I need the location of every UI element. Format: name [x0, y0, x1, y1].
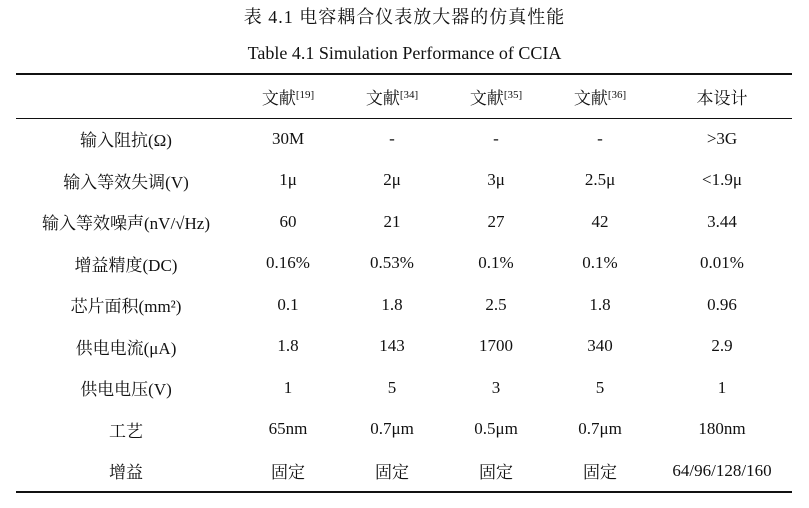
table-cell: 5: [387, 377, 397, 397]
table-cell: 180nm: [698, 419, 746, 439]
row-label: 增益精度(DC): [74, 255, 178, 275]
table-cell: 1.8: [277, 336, 299, 356]
table-row: [16, 243, 792, 285]
header-cell-ref-19: 文献[19]: [261, 89, 315, 108]
table-cell: 0.1%: [478, 253, 514, 273]
table-cell: 64/96/128/160: [672, 460, 772, 480]
table-cell: 3μ: [487, 170, 505, 190]
table-cell: 340: [587, 336, 613, 356]
table-cell: 27: [487, 211, 505, 231]
table-row: [16, 450, 792, 492]
row-label: 输入等效失调(V): [63, 172, 189, 192]
table-row: [16, 326, 792, 368]
table-row: [16, 367, 792, 409]
table-cell: >3G: [706, 128, 738, 148]
header-cell-ref-34: 文献[34]: [365, 89, 419, 108]
table-cell: 2μ: [383, 170, 401, 190]
table-cell: 0.1: [277, 294, 299, 314]
table-cell: 60: [279, 211, 297, 231]
row-label: 芯片面积(mm²): [70, 297, 182, 317]
table-row: [16, 284, 792, 326]
table-caption-english: Table 4.1 Simulation Performance of CCIA: [247, 43, 562, 63]
table-cell: -: [493, 128, 499, 148]
row-label: 供电电压(V): [80, 380, 172, 400]
table-cell: 0.7μm: [370, 419, 414, 439]
table-cell: 1.8: [589, 294, 611, 314]
table-cell: 21: [383, 211, 401, 231]
table-cell: 0.7μm: [578, 419, 622, 439]
table-cell: 5: [595, 377, 605, 397]
table-cell: 0.5μm: [474, 419, 518, 439]
table-cell: <1.9μ: [702, 170, 742, 190]
table-header-row: [16, 75, 792, 118]
header-cell-this-design: 本设计: [696, 89, 748, 108]
table-cell: 固定: [479, 463, 513, 483]
table-cell: 42: [591, 211, 609, 231]
table-caption-chinese: 表 4.1 电容耦合仪表放大器的仿真性能: [243, 7, 566, 27]
row-label: 增益: [109, 463, 143, 483]
header-cell-blank: [16, 75, 236, 118]
table-cell: -: [389, 128, 395, 148]
row-label: 工艺: [109, 421, 143, 441]
table-cell: 143: [379, 336, 405, 356]
table-cell: 1: [283, 377, 293, 397]
table-cell: 3.44: [707, 211, 737, 231]
row-label: 供电电流(μA): [75, 338, 177, 358]
header-cell-ref-36: 文献[36]: [573, 89, 627, 108]
table-cell: 固定: [583, 463, 617, 483]
table-cell: 0.16%: [266, 253, 310, 273]
table-cell: 1μ: [279, 170, 297, 190]
table-cell: 0.53%: [370, 253, 414, 273]
table-cell: 1700: [479, 336, 513, 356]
table-row: [16, 118, 792, 160]
table-cell: 1: [717, 377, 727, 397]
table-cell: 65nm: [268, 419, 308, 439]
header-cell-ref-35: 文献[35]: [469, 89, 523, 108]
table-row: [16, 160, 792, 202]
performance-table: [16, 75, 792, 492]
table-cell: 2.9: [711, 336, 733, 356]
table-body: [16, 118, 792, 492]
table-cell: 3: [491, 377, 501, 397]
table-cell: 2.5: [485, 294, 507, 314]
table-row: [16, 201, 792, 243]
table-cell: 2.5μ: [584, 170, 616, 190]
table-cell: 0.96: [707, 294, 737, 314]
row-label: 输入等效噪声(nV/√Hz): [42, 214, 210, 234]
table-cell: 30M: [271, 128, 305, 148]
table-cell: 1.8: [381, 294, 403, 314]
table-cell: 固定: [375, 463, 409, 483]
table-cell: -: [597, 128, 603, 148]
table-cell: 0.1%: [582, 253, 618, 273]
row-label: 输入阻抗(Ω): [80, 131, 172, 151]
table-cell: 固定: [271, 463, 305, 483]
table-row: [16, 409, 792, 451]
table-cell: 0.01%: [700, 253, 744, 273]
